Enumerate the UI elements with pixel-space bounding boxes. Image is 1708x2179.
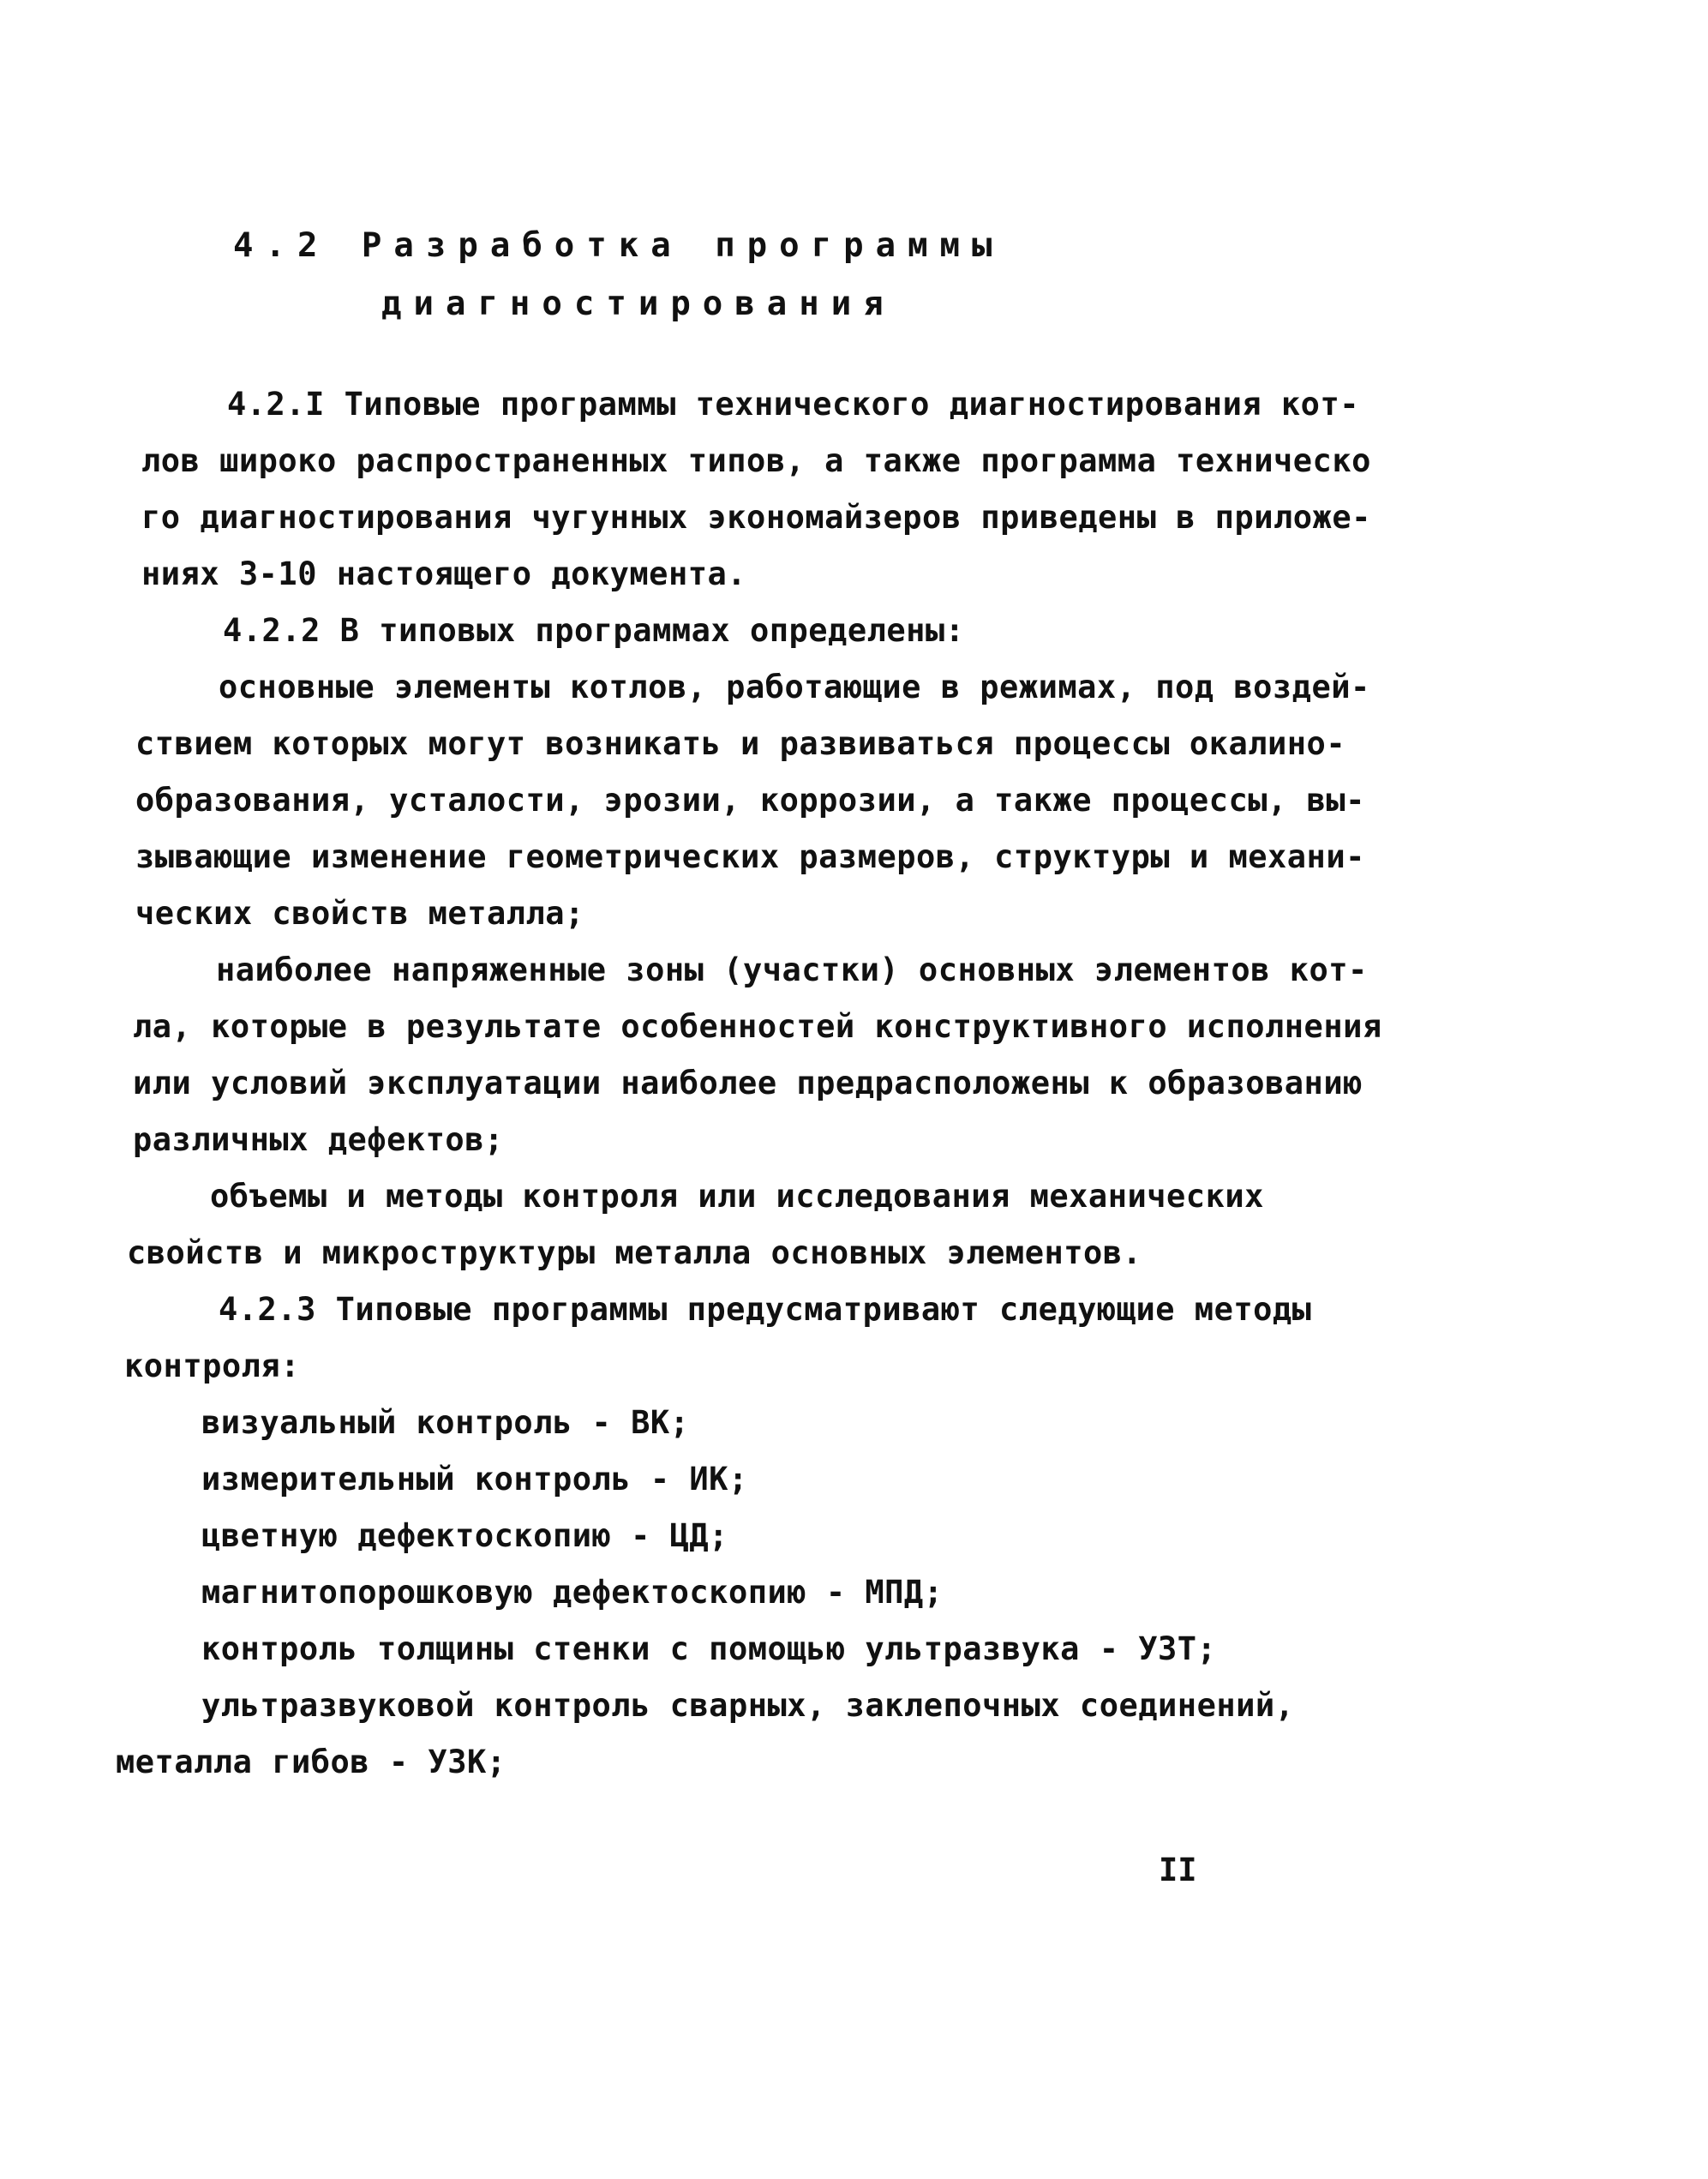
paragraph-4-2-2-item-2-line-4: различных дефектов; — [133, 1121, 504, 1158]
paragraph-4-2-2-item-1-line-4: зывающие изменение геометрических размеров, структуры и механи- — [135, 838, 1365, 875]
paragraph-4-2-2-item-1-line-5: ческих свойств металла; — [135, 895, 584, 932]
method-list-item: визуальный контроль - ВК; — [201, 1404, 690, 1441]
method-list-item: контроль толщины стенки с помощью ультразвука - УЗТ; — [201, 1630, 1217, 1667]
paragraph-4-2-2-item-3-line-2: свойств и микроструктуры металла основных элементов. — [127, 1234, 1142, 1271]
paragraph-4-2-3-intro-line-2: контроля: — [124, 1348, 300, 1384]
paragraph-4-2-2-intro: 4.2.2 В типовых программах определены: — [223, 612, 965, 649]
paragraph-4-2-2-item-1-line-1: основные элементы котлов, работающие в режимах, под воздей- — [219, 669, 1370, 705]
paragraph-4-2-1-line-4: ниях 3-10 настоящего документа. — [141, 555, 747, 592]
method-list-item: цветную дефектоскопию - ЦД; — [201, 1517, 728, 1554]
method-list-item-multiline-line-2: металла гибов - УЗК; — [116, 1744, 506, 1780]
paragraph-4-2-2-item-2-line-1: наиболее напряженные зоны (участки) основных элементов кот- — [216, 951, 1368, 988]
paragraph-4-2-1-line-1: 4.2.I Типовые программы технического диагностирования кот- — [227, 386, 1360, 423]
section-heading-line-1: 4.2 Разработка программы — [233, 226, 1004, 265]
paragraph-4-2-2-item-2-line-2: ла, которые в результате особенностей конструктивного исполнения — [133, 1008, 1382, 1045]
method-list-item: измерительный контроль - ИК; — [201, 1461, 748, 1498]
paragraph-4-2-2-item-3-line-1: объемы и методы контроля или исследования механических — [210, 1178, 1264, 1215]
paragraph-4-2-2-item-1-line-3: образования, усталости, эрозии, коррозии, а также процессы, вы- — [135, 782, 1365, 819]
section-heading-line-2: диагностирования — [381, 285, 896, 323]
paragraph-4-2-2-item-2-line-3: или условий эксплуатации наиболее предрасположены к образованию — [133, 1065, 1363, 1102]
paragraph-4-2-3-intro-line-1: 4.2.3 Типовые программы предусматривают следующие методы — [219, 1291, 1312, 1328]
method-list-item: магнитопорошковую дефектоскопию - МПД; — [201, 1574, 944, 1611]
method-list-item-multiline-line-1: ультразвуковой контроль сварных, заклепочных соединений, — [201, 1687, 1295, 1724]
paragraph-4-2-1-line-3: го диагностирования чугунных экономайзеров приведены в приложе- — [141, 499, 1371, 536]
paragraph-4-2-2-item-1-line-2: ствием которых могут возникать и развиваться процессы окалино- — [135, 725, 1346, 762]
page-number: II — [1159, 1852, 1197, 1888]
paragraph-4-2-1-line-2: лов широко распространенных типов, а также программа техническо — [141, 442, 1371, 479]
